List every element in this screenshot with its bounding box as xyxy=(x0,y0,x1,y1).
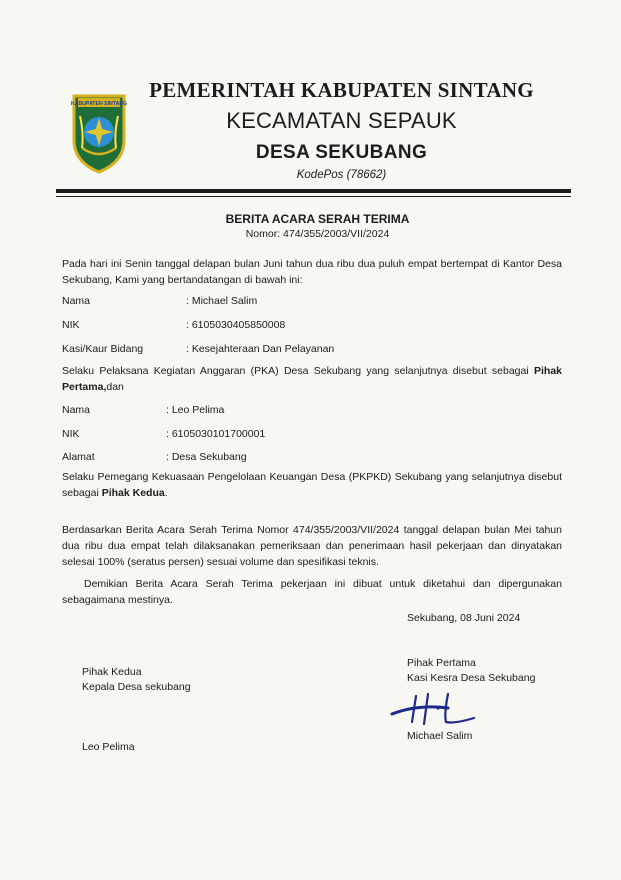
second-party-nik-value: : 6105030101700001 xyxy=(166,428,266,440)
right-signatory-role: Pihak Pertama xyxy=(407,657,476,669)
right-signatory-name: Michael Salim xyxy=(407,730,473,742)
first-party-nik-label: NIK xyxy=(62,319,80,331)
first-party-role-text: Selaku Pelaksana Kegiatan Anggaran (PKA) Desa Sekubang yang selanjutnya disebut sebagai xyxy=(62,365,529,377)
second-party-nik-label: NIK xyxy=(62,428,80,440)
header-village: DESA SEKUBANG xyxy=(255,142,428,163)
closing-paragraph: Demikian Berita Acara Serah Terima pekerjaan ini dibuat untuk diketahui dan dipergunakan sebagaimana mestinya. xyxy=(62,578,562,606)
first-party-role-bold: Pihak Pertama, xyxy=(62,365,562,393)
first-party-role-tail: dan xyxy=(106,381,124,393)
second-party-address-label: Alamat xyxy=(62,451,95,463)
first-party-name-value: : Michael Salim xyxy=(186,295,258,307)
header-postal-code: KodePos (78662) xyxy=(296,169,387,181)
left-signatory-role: Pihak Kedua xyxy=(82,666,142,678)
first-party-role-paragraph xyxy=(62,363,562,395)
right-signatory-position: Kasi Kesra Desa Sekubang xyxy=(407,672,536,684)
signature-place-date: Sekubang, 08 Juni 2024 xyxy=(407,612,521,624)
emblem-label: KABUPATEN SINTANG xyxy=(70,101,128,107)
second-party-role-paragraph xyxy=(62,469,562,501)
left-signatory-position: Kepala Desa sekubang xyxy=(82,681,191,693)
document-title: BERITA ACARA SERAH TERIMA xyxy=(225,212,410,226)
header-divider-thick xyxy=(56,189,571,193)
first-party-nik-value: : 6105030405850008 xyxy=(186,319,286,331)
second-party-role-text: Selaku Pemegang Kekuasaan Pengelolaan Keuangan Desa (PKPKD) Sekubang yang selanjutnya disebut sebagai xyxy=(62,471,562,499)
second-party-role-tail: . xyxy=(164,487,168,499)
second-party-name-label: Nama xyxy=(62,404,91,416)
handwritten-signature xyxy=(388,690,480,728)
first-party-division-value: : Kesejahteraan Dan Pelayanan xyxy=(186,343,335,355)
header-divider-thin xyxy=(56,196,571,197)
handover-paragraph: Berdasarkan Berita Acara Serah Terima Nomor 474/355/2003/VII/2024 tanggal delapan bulan Mei tahun dua ribu dua empat telah dilaksanakan pemeriksaan dan penerimaan hasil pekerjaan dan dinyatakan selesai 100% (seratus persen) sesuai volume dan spesifikasi teknis. xyxy=(62,524,562,568)
header-government: PEMERINTAH KABUPATEN SINTANG xyxy=(149,78,534,102)
second-party-role-bold: Pihak Kedua xyxy=(101,487,165,499)
first-party-name-label: Nama xyxy=(62,295,91,307)
second-party-name-value: : Leo Pelima xyxy=(166,404,225,416)
opening-paragraph: Pada hari ini Senin tanggal delapan bulan Juni tahun dua ribu dua puluh empat bertempat di Kantor Desa Sekubang, Kami yang bertandatangan di bawah ini: xyxy=(62,258,562,286)
header-district: KECAMATAN SEPAUK xyxy=(226,108,457,133)
second-party-address-value: : Desa Sekubang xyxy=(166,451,247,463)
first-party-division-label: Kasi/Kaur Bidang xyxy=(62,343,144,355)
left-signatory-name: Leo Pelima xyxy=(82,741,135,753)
document-number: Nomor: 474/355/2003/VII/2024 xyxy=(245,228,390,240)
